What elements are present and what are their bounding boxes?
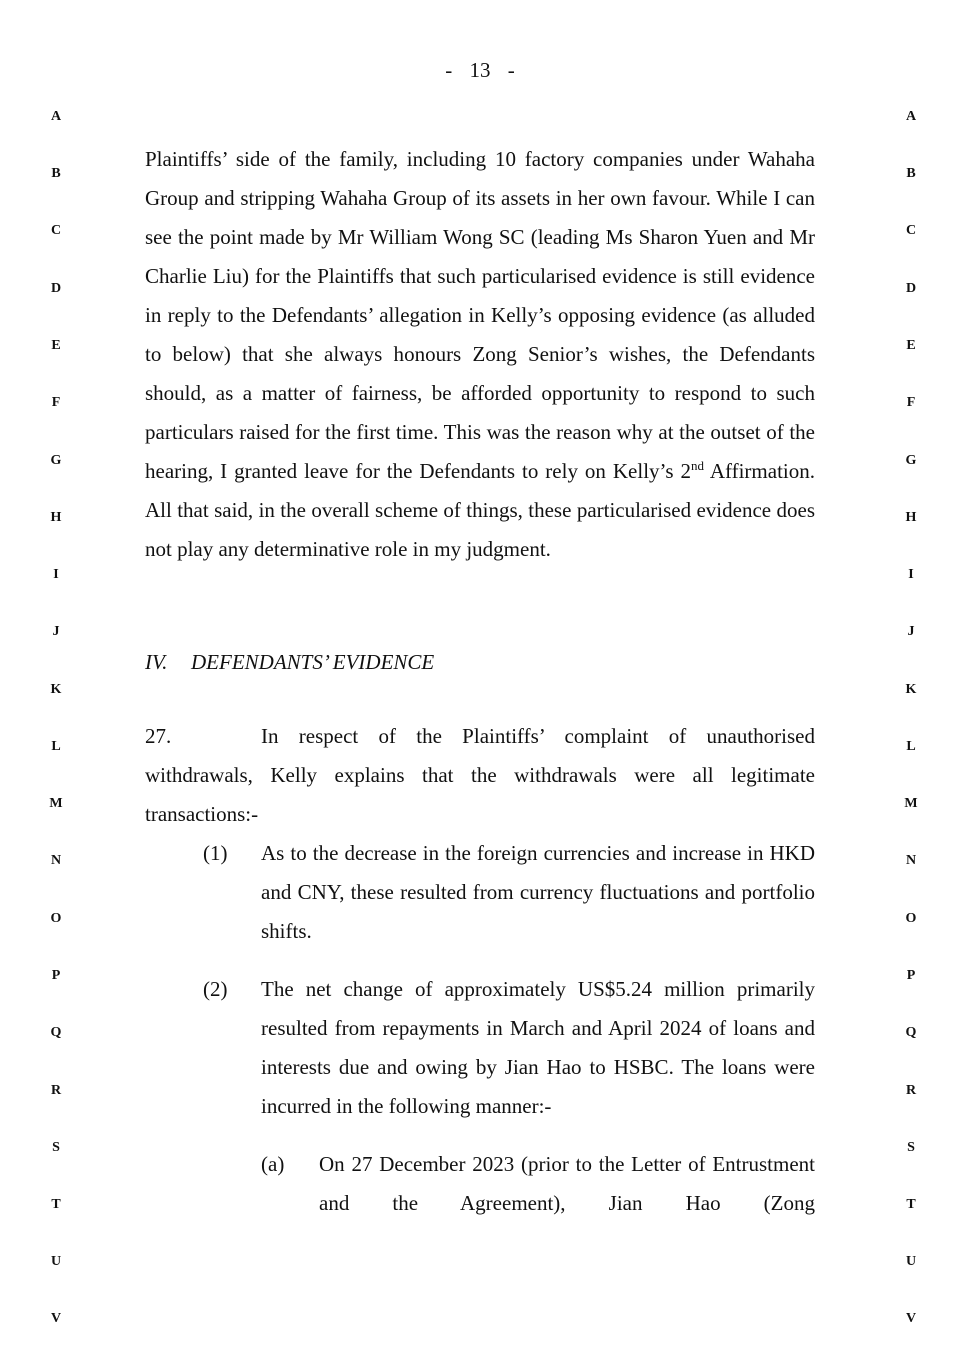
margin-letter: G bbox=[905, 453, 917, 468]
paragraph-text bbox=[145, 140, 815, 569]
item-text: The net change of approximately US$5.24 million primarily resulted from repayments in March and April 2024 of loans and interests due and owing by Jian Hao to HSBC. The loans were incurred in the following manner:- bbox=[261, 977, 815, 1118]
margin-letter: O bbox=[50, 911, 62, 926]
margin-letter: U bbox=[905, 1254, 917, 1269]
margin-letter: T bbox=[51, 1197, 61, 1212]
margin-letter: M bbox=[49, 796, 63, 811]
sub-list-item bbox=[261, 1145, 815, 1223]
list-item bbox=[203, 834, 815, 951]
margin-letter: S bbox=[52, 1140, 60, 1155]
margin-letter: T bbox=[906, 1197, 916, 1212]
paragraph-text-before: Plaintiffs’ side of the family, including 10 factory companies under Wahaha Group and stripping Wahaha Group of its assets in her own favour. While I can see the point made by Mr William Wong SC (leading Ms Sharon Yuen and Mr Charlie Liu) for the Plaintiffs that such particularised evidence is still evidence in reply to the Defendants’ allegation in Kelly’s opposing evidence (as alluded to below) that she always honours Zong Senior’s wishes, the Defendants should, as a matter of fairness, be afforded opportunity to respond to such particulars raised for the first time. This was the reason why at the outset of the hearing, I granted leave for the Defendants to rely on Kelly’s 2 bbox=[145, 147, 815, 483]
margin-letter: U bbox=[50, 1254, 62, 1269]
margin-letter: D bbox=[50, 281, 62, 296]
paragraph-text-after: Affirmation. All that said, in the overall scheme of things, these particularised evidence does not play any determinative role in my judgment. bbox=[145, 459, 815, 561]
margin-letter: V bbox=[50, 1311, 62, 1326]
margin-letter: H bbox=[50, 510, 62, 525]
section-heading bbox=[145, 644, 434, 680]
margin-letter: E bbox=[906, 338, 916, 353]
margin-letter: V bbox=[905, 1311, 917, 1326]
page-number: - 13 - bbox=[445, 58, 515, 82]
margin-letter: Q bbox=[905, 1025, 917, 1040]
margin-letter: O bbox=[905, 911, 917, 926]
margin-letter: R bbox=[50, 1083, 62, 1098]
subitem-label: (a) bbox=[261, 1152, 285, 1176]
margin-letter: M bbox=[904, 796, 918, 811]
margin-letter: P bbox=[906, 968, 916, 983]
margin-letter: F bbox=[906, 395, 916, 410]
margin-letter: P bbox=[51, 968, 61, 983]
margin-letter: H bbox=[905, 510, 917, 525]
margin-letter: L bbox=[906, 739, 916, 754]
margin-letter: I bbox=[908, 567, 914, 582]
section-title: DEFENDANTS’ EVIDENCE bbox=[191, 650, 435, 674]
paragraph-continuation bbox=[145, 140, 815, 569]
item-label: (2) bbox=[203, 977, 228, 1001]
margin-letter: N bbox=[905, 853, 917, 868]
margin-letter: F bbox=[51, 395, 61, 410]
margin-letter: R bbox=[905, 1083, 917, 1098]
margin-letter: G bbox=[50, 453, 62, 468]
section-number: IV. bbox=[145, 650, 168, 674]
margin-letter: B bbox=[51, 166, 61, 181]
margin-letter: J bbox=[52, 624, 60, 639]
ordinal-suffix: nd bbox=[691, 458, 705, 473]
margin-letter: I bbox=[53, 567, 59, 582]
margin-letter: N bbox=[50, 853, 62, 868]
margin-letter: A bbox=[50, 109, 62, 124]
margin-letter: K bbox=[50, 682, 62, 697]
margin-letter: Q bbox=[50, 1025, 62, 1040]
margin-letter: D bbox=[905, 281, 917, 296]
margin-letter: B bbox=[906, 166, 916, 181]
margin-letter: A bbox=[905, 109, 917, 124]
paragraph-27 bbox=[145, 717, 815, 834]
subitem-text: On 27 December 2023 (prior to the Letter of Entrustment and the Agreement), Jian Hao (Zong bbox=[319, 1152, 815, 1215]
item-text: As to the decrease in the foreign currencies and increase in HKD and CNY, these resulted from currency fluctuations and portfolio shifts. bbox=[261, 841, 815, 943]
item-label: (1) bbox=[203, 841, 228, 865]
margin-letter: S bbox=[907, 1140, 915, 1155]
paragraph-number: 27. bbox=[145, 724, 172, 748]
margin-letter: J bbox=[907, 624, 915, 639]
margin-letter: L bbox=[51, 739, 61, 754]
list-item bbox=[203, 970, 815, 1126]
margin-letter: C bbox=[905, 223, 917, 238]
margin-letter: E bbox=[51, 338, 61, 353]
paragraph-27-text: In respect of the Plaintiffs’ complaint of unauthorised withdrawals, Kelly explains that the withdrawals were all legitimate transactions:- bbox=[145, 724, 815, 826]
margin-letter: C bbox=[50, 223, 62, 238]
margin-letter: K bbox=[905, 682, 917, 697]
